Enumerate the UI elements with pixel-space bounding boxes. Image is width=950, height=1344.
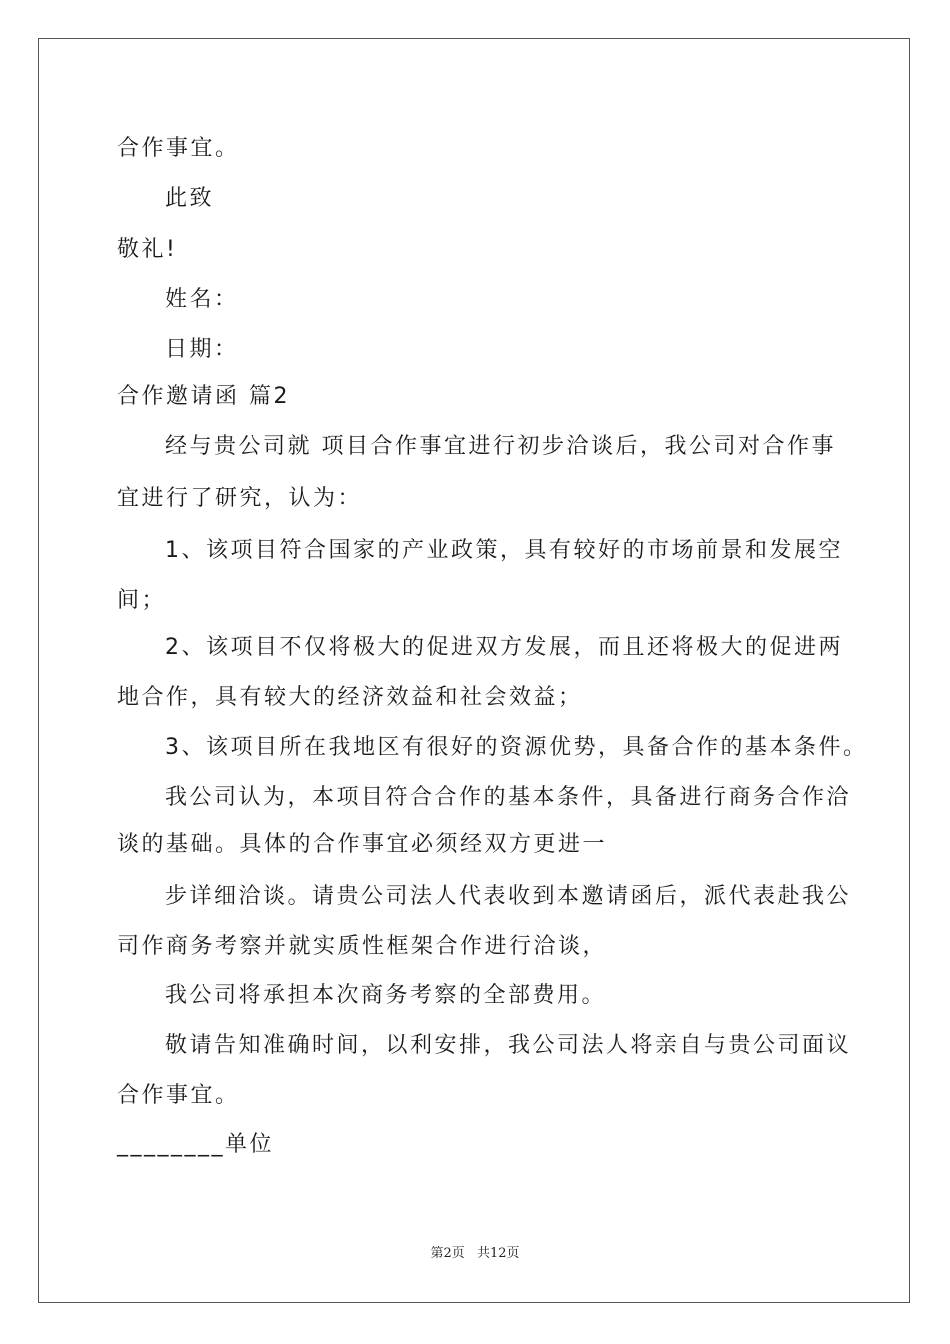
text-line: 步详细洽谈。请贵公司法人代表收到本邀请函后，派代表赴我公 bbox=[165, 884, 852, 909]
text-line: 宜进行了研究，认为： bbox=[117, 486, 363, 511]
signature-unit-line: ________单位 bbox=[117, 1132, 275, 1157]
text-line: 我公司认为，本项目符合合作的基本条件，具备进行商务合作洽 bbox=[165, 785, 852, 810]
text-line: 合作事宜。 bbox=[117, 1083, 240, 1108]
text-line: 地合作，具有较大的经济效益和社会效益； bbox=[117, 685, 583, 710]
closing-salutation: 此致 bbox=[165, 186, 215, 211]
closing-respect: 敬礼! bbox=[117, 237, 178, 262]
name-field-label: 姓名： bbox=[165, 287, 239, 312]
page-border bbox=[38, 38, 910, 1303]
text-line: 经与贵公司就 项目合作事宜进行初步洽谈后，我公司对合作事 bbox=[165, 434, 836, 459]
list-item-2: 2、该项目不仅将极大的促进双方发展，而且还将极大的促进两 bbox=[165, 635, 843, 660]
list-item-1: 1、该项目符合国家的产业政策，具有较好的市场前景和发展空 bbox=[165, 538, 843, 563]
date-field-label: 日期： bbox=[165, 337, 239, 362]
page-total: 共12页 bbox=[476, 1246, 520, 1261]
page-number: 第2页 bbox=[430, 1246, 465, 1261]
text-line: 司作商务考察并就实质性框架合作进行洽谈， bbox=[117, 934, 608, 959]
text-line: 合作事宜。 bbox=[117, 136, 240, 161]
list-item-3: 3、该项目所在我地区有很好的资源优势，具备合作的基本条件。 bbox=[165, 735, 868, 760]
text-line: 谈的基础。具体的合作事宜必须经双方更进一 bbox=[117, 832, 608, 857]
text-line: 我公司将承担本次商务考察的全部费用。 bbox=[165, 983, 607, 1008]
text-line: 间； bbox=[117, 588, 167, 613]
section-heading: 合作邀请函 篇2 bbox=[117, 384, 290, 409]
page-footer bbox=[0, 1245, 950, 1263]
text-line: 敬请告知准确时间，以利安排，我公司法人将亲自与贵公司面议 bbox=[165, 1033, 852, 1058]
